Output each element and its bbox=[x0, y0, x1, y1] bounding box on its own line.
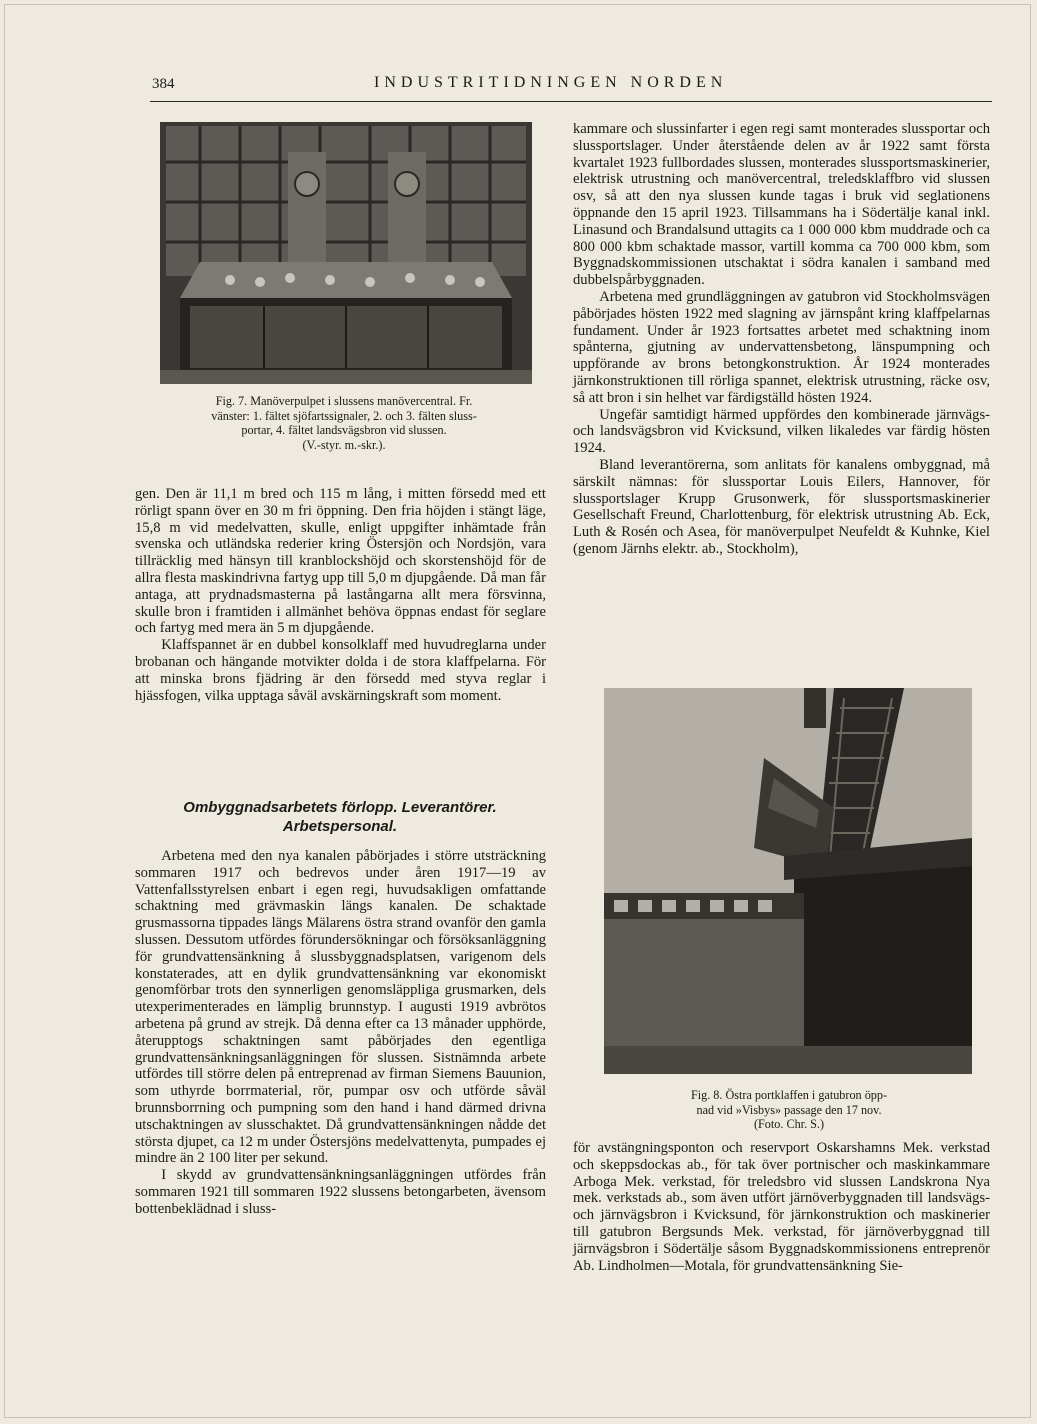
caption-line: (Foto. Chr. S.) bbox=[753, 1117, 825, 1132]
caption-line: portar, 4. fältet landsvägsbron vid slussen. bbox=[241, 423, 447, 438]
caption-line: vänster: 1. fältet sjöfartssignaler, 2. och 3. fälten sluss- bbox=[211, 408, 477, 423]
caption-line: Fig. 8. Östra portklaffen i gatubron öpp- bbox=[690, 1088, 888, 1102]
right-column-bottom bbox=[573, 1140, 990, 1274]
paragraph: Ungefär samtidigt härmed uppfördes den kombinerade järnvägs- och landsvägsbron vid Kvicksund, vilken likaledes var färdig hösten 1924. bbox=[573, 406, 990, 457]
caption-line: Fig. 7. Manöverpulpet i slussens manövercentral. Fr. bbox=[215, 394, 473, 408]
caption-line: nad vid »Visbys» passage den 17 nov. bbox=[696, 1102, 882, 1117]
section-heading bbox=[150, 798, 530, 836]
paragraph: Bland leverantörerna, som anlitats för kanalens ombyggnad, må särskilt nämnas: för slussportar Louis Eilers, Hannover, för slussportslager Krupp Grusonwerk, för slussportsmaskinerier Gesellschaft Freund, Charlottenburg, för elektrisk utrustning Ab. Eck, Luth & Rosén och Asea, för manöverpulpet Neufeldt & Kuhnke, Kiel (genom Järnhs elektr. ab., Stockholm), bbox=[573, 456, 990, 557]
section-heading-line: Arbetspersonal. bbox=[282, 818, 398, 835]
figure-7-caption bbox=[145, 394, 543, 452]
paragraph: Arbetena med den nya kanalen påbörjades i större utsträckning sommaren 1917 och bedrevos under åren 1917—19 av Vattenfallsstyrelsen enbart i egen regi, huvudsakligen omfattande schaktning med grävmaskin längs kanalen. De schaktade grusmassorna tippades längs Mälarens östra strand ovanför den gamla slussen. Dessutom utfördes förundersökningar och försöksanläggning för grundvattensänkning å slussbyggnadsplatsen, varigenom dels konstaterades, att en dylik grundvattensänkning var ekonomiskt genomförbar trots den synnerligen genomsläppliga grusmarken, dels utexperimenterades en lämplig brunnstyp. I augusti 1919 avbrötos arbetena på grund av strejk. Då denna efter ca 13 månader upphörde, återupptogs schaktningen samt påbörjades den egentliga grundvattensänkningsanläggningen för slussen. Sistnämnda arbete utfördes till större delen på entreprenad av firman Siemens Bauunion, som uthyrde borrmaterial, rör, pumpar osv och utförde såväl brunnsborrning och pumpning som den hand i hand därmed drivna utschaktningen av slusschaktet. Då grundvattensänkningen nådde det största djupet, ca 12 m under Östersjöns medelvattenyta, pumpades ej mindre än 2 100 liter per sekund. bbox=[135, 848, 546, 1167]
paragraph: gen. Den är 11,1 m bred och 115 m lång, i mitten försedd med ett rörligt spann över en 30 m fri öppning. Den fria höjden i stängt läge, 15,8 m vid medelvatten, skulle, enligt uppgifter inhämtade från svenska och utländska rederier kring Östersjön och Nordsjön, vara tillräcklig med hänsyn till kranblockshöjd och skorstenshöjd för de allra flesta maskindrivna fartyg upp till 5,0 m djupgående. Då man får antaga, att prydnadsmasterna på lastångarna allt mera försvinna, skulle bron i framtiden i allmänhet behöva öppnas endast för seglare och fartyg med mera än 5 m djupgående. bbox=[135, 486, 546, 637]
figure-8-caption bbox=[615, 1088, 963, 1132]
right-column-top bbox=[573, 121, 990, 558]
figure-8-photo bbox=[604, 688, 972, 1074]
running-head bbox=[152, 74, 992, 98]
section-heading-line: Ombyggnadsarbetets förlopp. Leverantörer. bbox=[183, 799, 497, 816]
paragraph: Arbetena med grundläggningen av gatubron vid Stockholmsvägen påbörjades hösten 1922 med slagning av järnspånt kring klaffpelarnas fundament. Under år 1923 fortsattes arbetet med schaktning inom spånterna, gjutning av undervattensbetong, länspumpning och uppförande av brons betongkonstruktion. År 1924 monterades järnkonstruktionen till rörliga spannet, elektrisk utrustning, räcke osv, så att bron i sin helhet var färdigställd hösten 1924. bbox=[573, 288, 990, 406]
caption-line: (V.-styr. m.-skr.). bbox=[302, 437, 386, 452]
paragraph: kammare och slussinfarter i egen regi samt monterades slussportar och slussportslager. Under återstående delen av år 1922 samt första kvartalet 1923 fullbordades slussen, monterades slussportsmaskinerier, elektrisk utrustning och manövercentral, treledsklaffbro vid slussen osv, så att den nya slussen kunde tagas i bruk vid seglationens öppnande den 15 april 1923. Tillsammans ha i Södertälje kanal inkl. Linasund och Brandalsund uttagits ca 1 000 000 kbm muddrade och ca 800 000 kbm schaktade massor, vartill komma ca 700 000 kbm, som Byggnadskommissionen utschaktat i södra kanalen i samband med dubbelspårbyggnaden. bbox=[573, 121, 990, 289]
figure-7-photo bbox=[160, 122, 532, 384]
header-rule bbox=[150, 101, 992, 102]
journal-title: INDUSTRITIDNINGEN NORDEN bbox=[374, 74, 728, 91]
paragraph: Klaffspannet är en dubbel konsolklaff med huvudreglarna under brobanan och hängande motvikter dolda i de stora klaffpelarna. För att minska brons fjädring är den försedd med styva reglar i hjässfogen, vilka upptaga såväl avskärningskraft som moment. bbox=[135, 637, 546, 704]
page-number: 384 bbox=[152, 76, 175, 92]
paragraph: för avstängningsponton och reservport Oskarshamns Mek. verkstad och skeppsdockas ab., för tak över portnischer och maskinkammare Arboga Mek. verkstad, för treledsbro vid slussen Landskrona Nya mek. verkstads ab., som även utfört järnöverbyggnaden till landsvägs- och järnvägsbron i Kvicksund, för järnkonstruktion och maskinerier till gatubron Bergsunds Mek. verkstad, för järnöverbyggnad till järnvägsbron i Södertälje såsom Byggnadskommissionens entreprenör Ab. Lindholmen—Motala, för grundvattensänkning Sie- bbox=[573, 1140, 990, 1274]
paragraph: I skydd av grundvattensänkningsanläggningen utfördes från sommaren 1921 till sommaren 1922 slussens betongarbeten, ävensom bottenbeklädnad i sluss- bbox=[135, 1167, 546, 1217]
left-column-bottom bbox=[135, 848, 546, 1218]
left-column-top bbox=[135, 486, 546, 704]
